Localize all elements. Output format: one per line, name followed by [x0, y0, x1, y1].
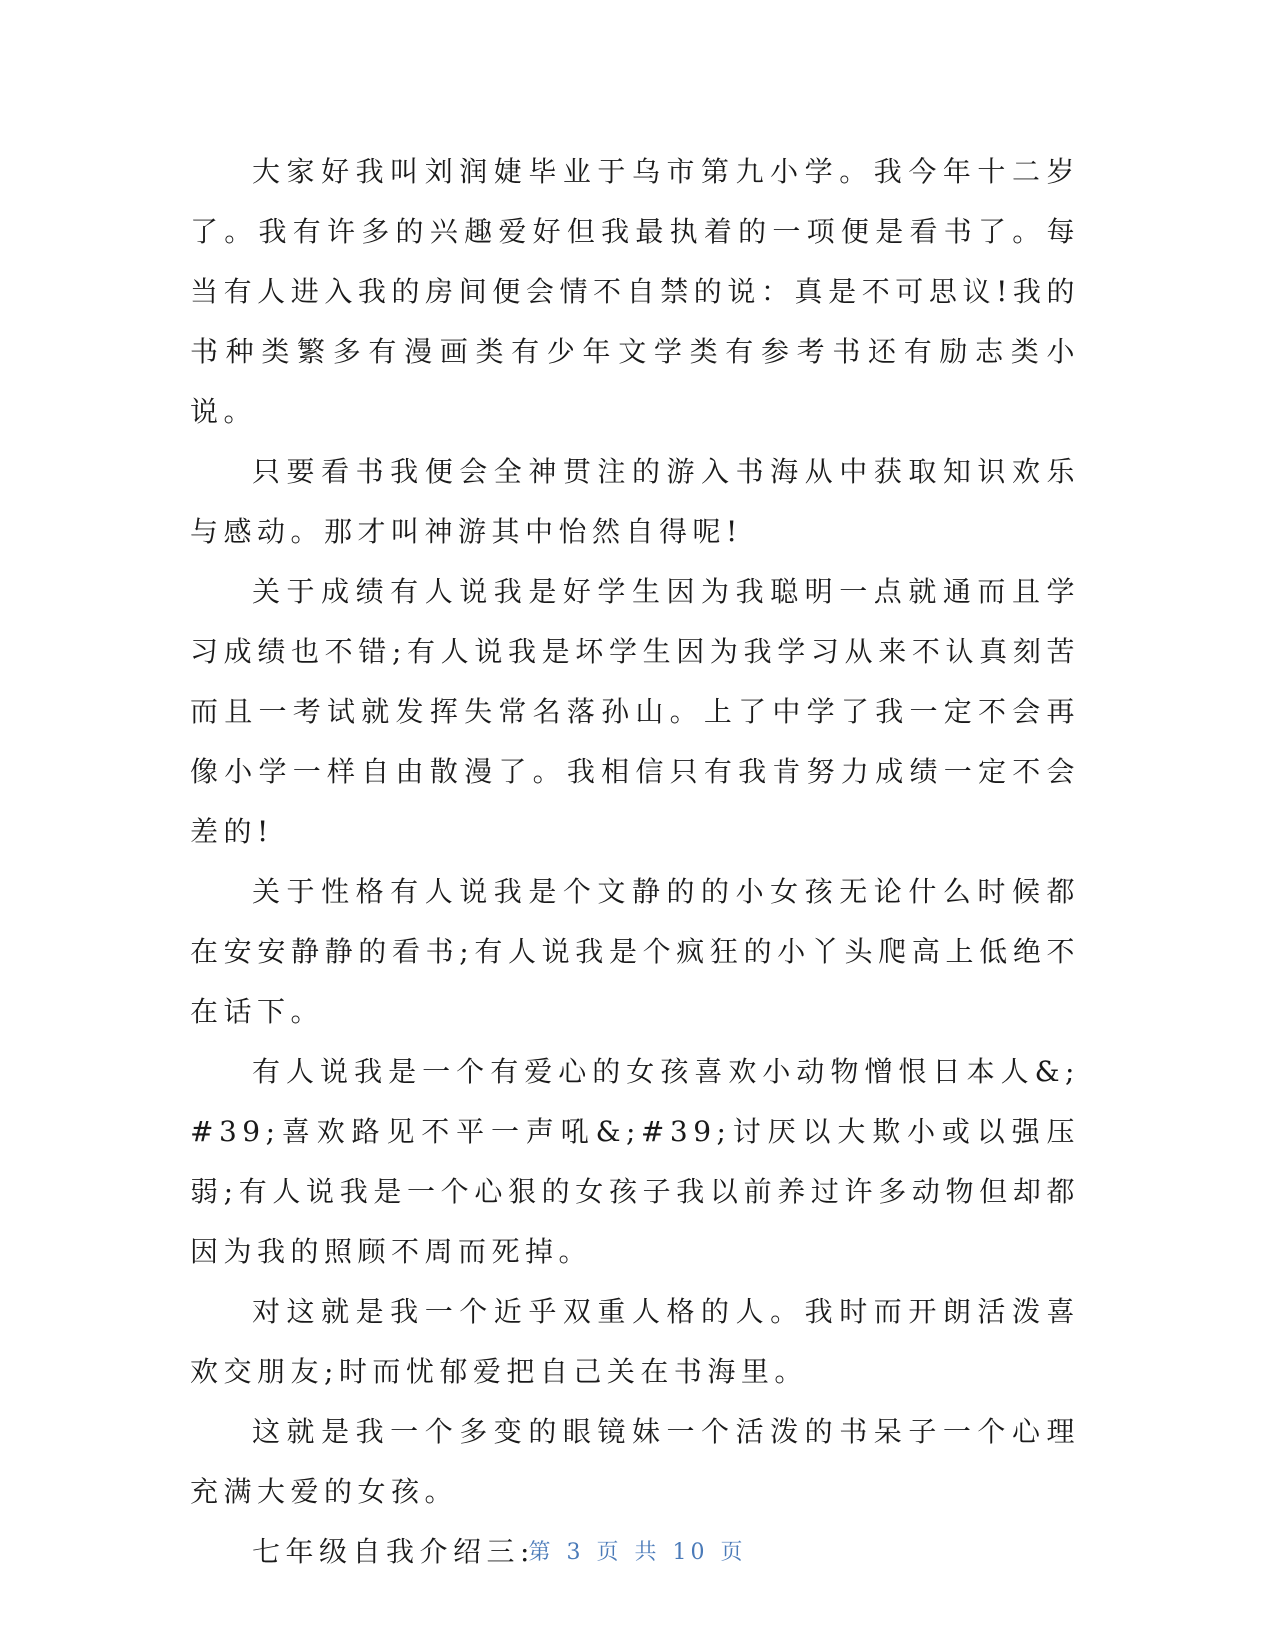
document-body [190, 142, 1080, 1582]
total-pages-number: 10 [672, 1540, 709, 1565]
current-page-number: 3 [566, 1540, 585, 1565]
paragraph: 只要看书我便会全神贯注的游入书海从中获取知识欢乐与感动。那才叫神游其中怡然自得呢! [190, 455, 1080, 548]
paragraph: 七年级自我介绍三: [252, 1535, 535, 1568]
paragraph: 关于性格有人说我是个文静的的小女孩无论什么时候都在安安静静的看书;有人说我是个疯狂的小丫头爬高上低绝不在话下。 [190, 875, 1080, 1028]
paragraph: 关于成绩有人说我是好学生因为我聪明一点就通而且学习成绩也不错;有人说我是坏学生因为我学习从来不认真刻苦而且一考试就发挥失常名落孙山。上了中学了我一定不会再像小学一样自由散漫了。我相信只有我肯努力成绩一定不会差的! [190, 575, 1080, 848]
page-prefix: 第 [528, 1540, 555, 1565]
page-footer [0, 1535, 1275, 1566]
page-label: 页 [596, 1540, 623, 1565]
total-prefix: 共 [634, 1540, 661, 1565]
paragraph: 有人说我是一个有爱心的女孩喜欢小动物憎恨日本人&;#39;喜欢路见不平一声吼&;#39;讨厌以大欺小或以强压弱;有人说我是一个心狠的女孩子我以前养过许多动物但却都因为我的照顾不周而死掉。 [190, 1055, 1080, 1268]
paragraph: 对这就是我一个近乎双重人格的人。我时而开朗活泼喜欢交朋友;时而忧郁爱把自己关在书海里。 [190, 1295, 1080, 1388]
total-label: 页 [720, 1540, 747, 1565]
paragraph: 大家好我叫刘润婕毕业于乌市第九小学。我今年十二岁了。我有许多的兴趣爱好但我最执着的一项便是看书了。每当有人进入我的房间便会情不自禁的说：真是不可思议!我的书种类繁多有漫画类有少年文学类有参考书还有励志类小说。 [190, 155, 1080, 428]
paragraph: 这就是我一个多变的眼镜妹一个活泼的书呆子一个心理充满大爱的女孩。 [190, 1415, 1080, 1508]
